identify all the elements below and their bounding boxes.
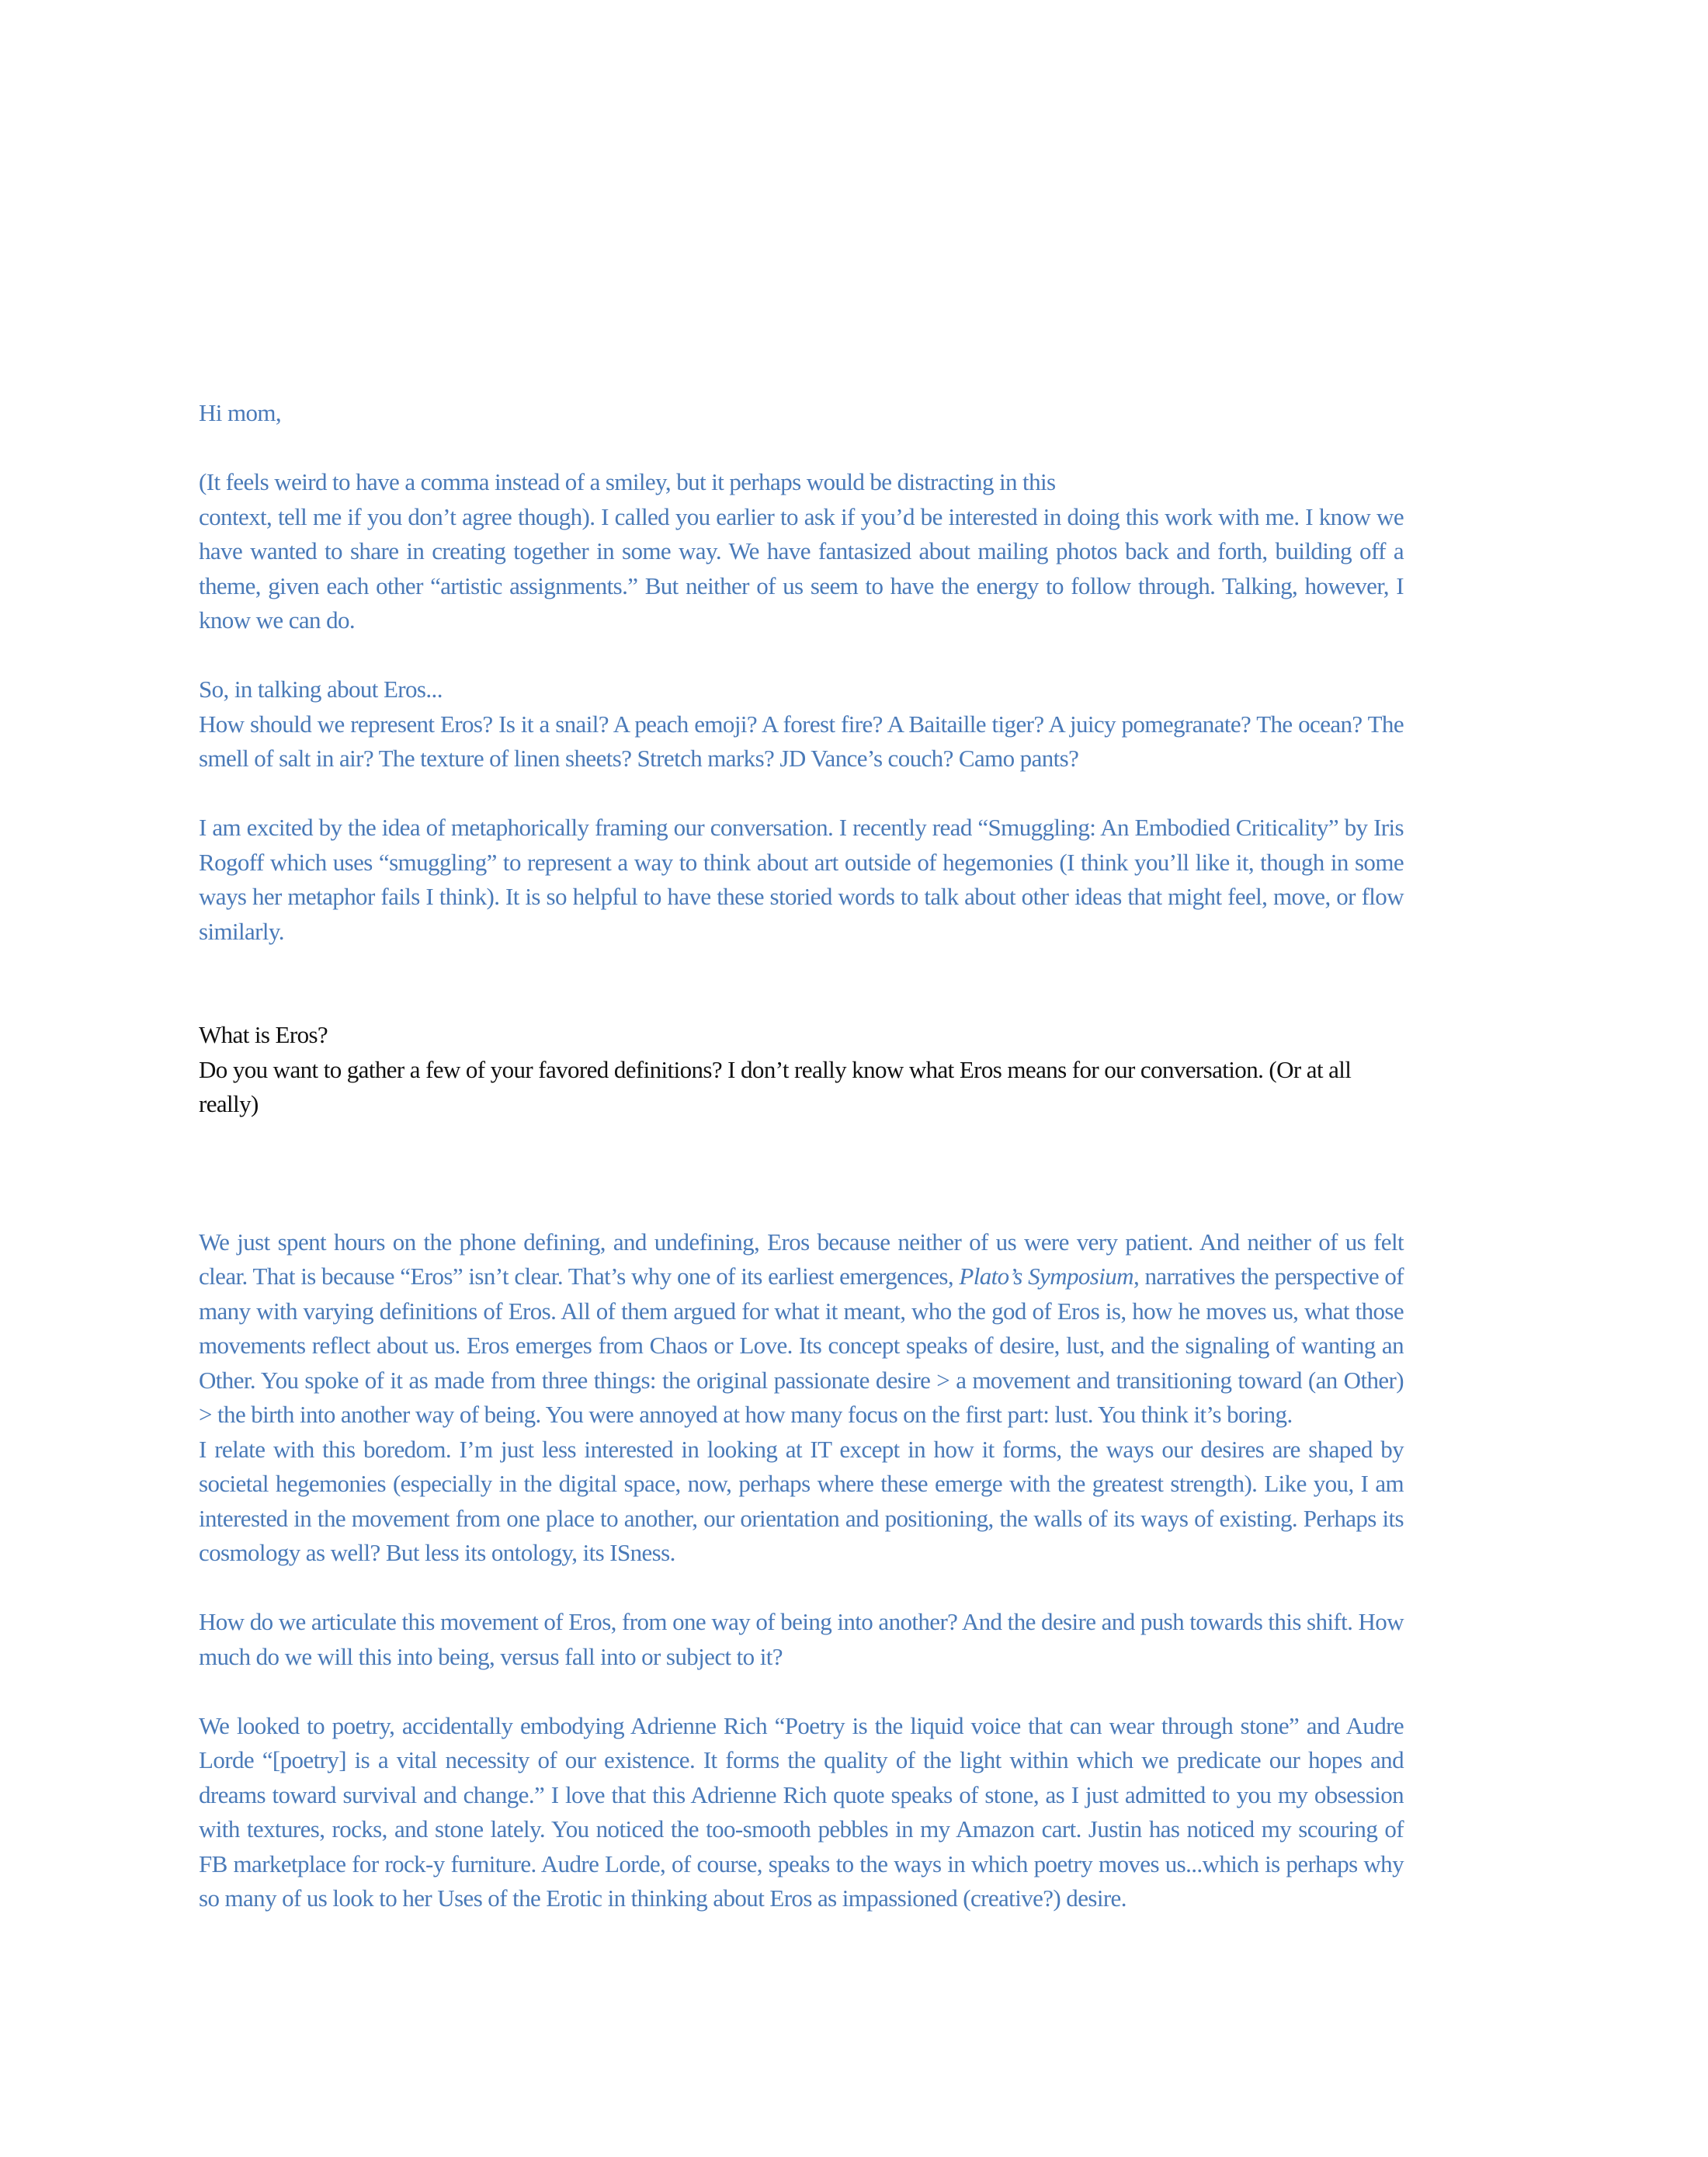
metaphor-paragraph: I am excited by the idea of metaphorically framing our conversation. I recently read “Smuggling: An Embodied Criticality” by Iris Rogoff which uses “smuggling” to represent a way to think about art outside of hegemonies (I think you’ll like it, though in some ways her metaphor fails I think). It is so helpful to have these storied words to talk about other ideas that might feel, move, or flow similarly. <box>199 814 1404 945</box>
greeting: Hi mom, <box>199 399 282 426</box>
section-heading: What is Eros? <box>199 1021 328 1048</box>
movement-paragraph: How do we articulate this movement of Eros, from one way of being into another? And the desire and push towards this shift. How much do we will this into being, versus fall into or subject to it? <box>199 1608 1404 1670</box>
eros-intro: So, in talking about Eros... <box>199 676 443 703</box>
spacer <box>199 1674 1404 1709</box>
eros-questions: How should we represent Eros? Is it a snail? A peach emoji? A forest fire? A Baitaille tiger? A juicy pomegranate? The ocean? The smell of salt in air? The texture of linen sheets? Stretch marks? JD Vance’s couch? Camo pants? <box>199 710 1404 772</box>
intro-paragraph: context, tell me if you don’t agree though). I called you earlier to ask if you’d be interested in doing this work with me. I know we have wanted to share in creating together in some way. We have fantasized about mailing photos back and forth, building off a theme, given each other “artistic assignments.” But neither of us seem to have the energy to follow through. Talking, however, I know we can do. <box>199 502 1404 634</box>
spacer <box>199 638 1404 673</box>
letter-body <box>199 396 1404 1916</box>
intro-line-1: (It feels weird to have a comma instead of a smiley, but it perhaps would be distracting in this <box>199 468 1056 495</box>
spacer <box>199 431 1404 466</box>
spacer <box>199 1571 1404 1606</box>
poetry-paragraph: We looked to poetry, accidentally embodying Adrienne Rich “Poetry is the liquid voice that can wear through stone” and Audre Lorde “[poetry] is a vital necessity of our existence. It forms the quality of the light within which we predicate our hopes and dreams toward survival and change.” I love that this Adrienne Rich quote speaks of stone, as I just admitted to you my obsession with textures, rocks, and stone lately. You noticed the too-smooth pebbles in my Amazon cart. Justin has noticed my scouring of FB marketplace for rock-y furniture. Audre Lorde, of course, speaks to the ways in which poetry moves us...which is perhaps why so many of us look to her Uses of the Erotic in thinking about Eros as impassioned (creative?) desire. <box>199 1711 1404 1912</box>
boredom-paragraph: I relate with this boredom. I’m just less interested in looking at IT except in how it forms, the ways our desires are shaped by societal hegemonies (especially in the digital space, now, perhaps where these emerge with the greatest strength). Like you, I am interested in the movement from one place to another, our orientation and positioning, the walls of its ways of existing. Perhaps its cosmology as well? But less its ontology, its ISness. <box>199 1435 1404 1566</box>
defining-paragraph <box>199 1225 1404 1433</box>
section-question: Do you want to gather a few of your favored definitions? I don’t really know what Eros means for our conversation. (Or at all really) <box>199 1055 1352 1117</box>
defining-text-a: We just spent hours on the phone defining, and undefining, Eros because neither of us were very patient. And neither of us felt clear. That is because “Eros” isn’t clear. That’s why one of its earliest emergences, <box>199 1228 1404 1290</box>
defining-text-b: , narratives the perspective of many with varying definitions of Eros. All of them argued for what it meant, who the god of Eros is, how he moves us, what those movements reflect about us. Eros emerges from Chaos or Love. Its concept speaks of desire, lust, and the signaling of wanting an Other. You spoke of it as made from three things: the original passionate desire > a movement and transitioning toward (an Other) > the birth into another way of being. You were annoyed at how many focus on the first part: lust. You think it’s boring. <box>199 1263 1404 1428</box>
spacer <box>199 949 1404 1018</box>
spacer <box>199 1122 1404 1225</box>
book-title: Plato’s Symposium <box>959 1263 1133 1290</box>
spacer <box>199 776 1404 811</box>
